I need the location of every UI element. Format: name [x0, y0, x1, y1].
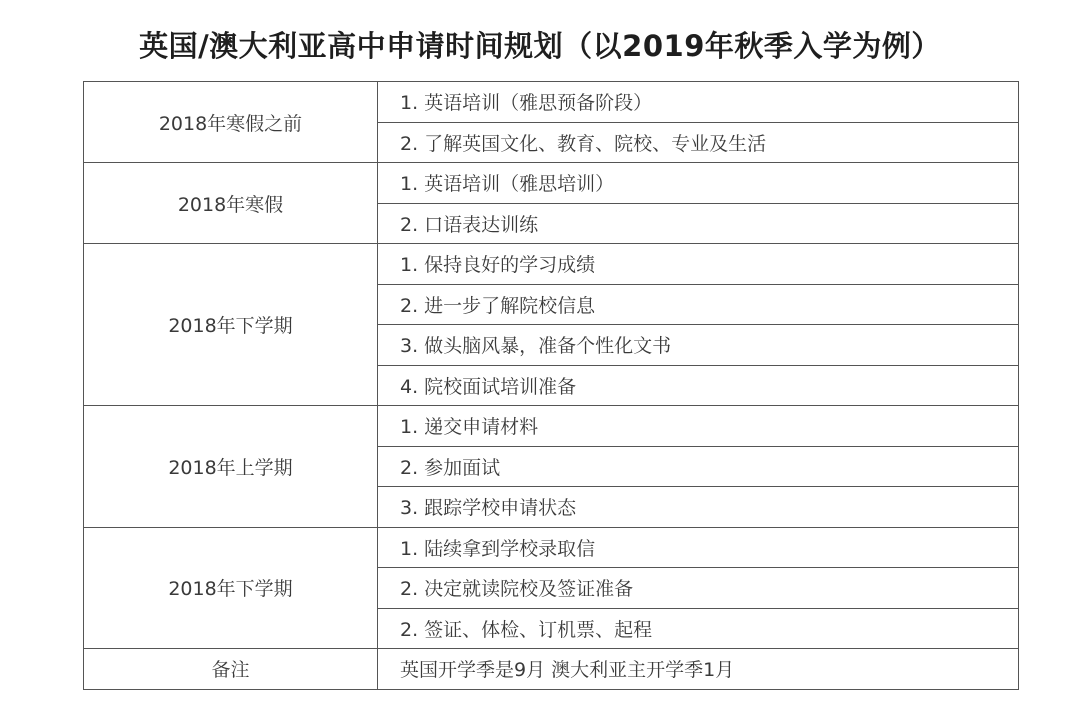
page-title: 英国/澳大利亚高中申请时间规划（以2019年秋季入学为例） [139, 29, 941, 63]
task-cell: 2. 进一步了解院校信息 [378, 284, 1019, 325]
task-cell: 2. 签证、体检、订机票、起程 [378, 608, 1019, 649]
period-cell: 2018年上学期 [84, 406, 378, 528]
task-cell: 1. 递交申请材料 [378, 406, 1019, 447]
timeline-table [83, 81, 1019, 690]
table-row [84, 82, 1019, 123]
task-cell: 2. 参加面试 [378, 446, 1019, 487]
note-row [84, 649, 1019, 690]
task-cell: 3. 做头脑风暴，准备个性化文书 [378, 325, 1019, 366]
task-cell: 2. 决定就读院校及签证准备 [378, 568, 1019, 609]
period-cell: 2018年下学期 [84, 527, 378, 649]
table-row [84, 244, 1019, 285]
task-cell: 1. 保持良好的学习成绩 [378, 244, 1019, 285]
period-cell: 2018年寒假 [84, 163, 378, 244]
task-cell: 1. 英语培训（雅思培训） [378, 163, 1019, 204]
table-row [84, 406, 1019, 447]
task-cell: 2. 口语表达训练 [378, 203, 1019, 244]
table-row [84, 163, 1019, 204]
table-row [84, 527, 1019, 568]
note-text: 英国开学季是9月 澳大利亚主开学季1月 [378, 649, 1019, 690]
task-cell: 2. 了解英国文化、教育、院校、专业及生活 [378, 122, 1019, 163]
task-cell: 1. 英语培训（雅思预备阶段） [378, 82, 1019, 123]
task-cell: 3. 跟踪学校申请状态 [378, 487, 1019, 528]
period-cell: 2018年寒假之前 [84, 82, 378, 163]
note-label: 备注 [84, 649, 378, 690]
task-cell: 1. 陆续拿到学校录取信 [378, 527, 1019, 568]
period-cell: 2018年下学期 [84, 244, 378, 406]
task-cell: 4. 院校面试培训准备 [378, 365, 1019, 406]
